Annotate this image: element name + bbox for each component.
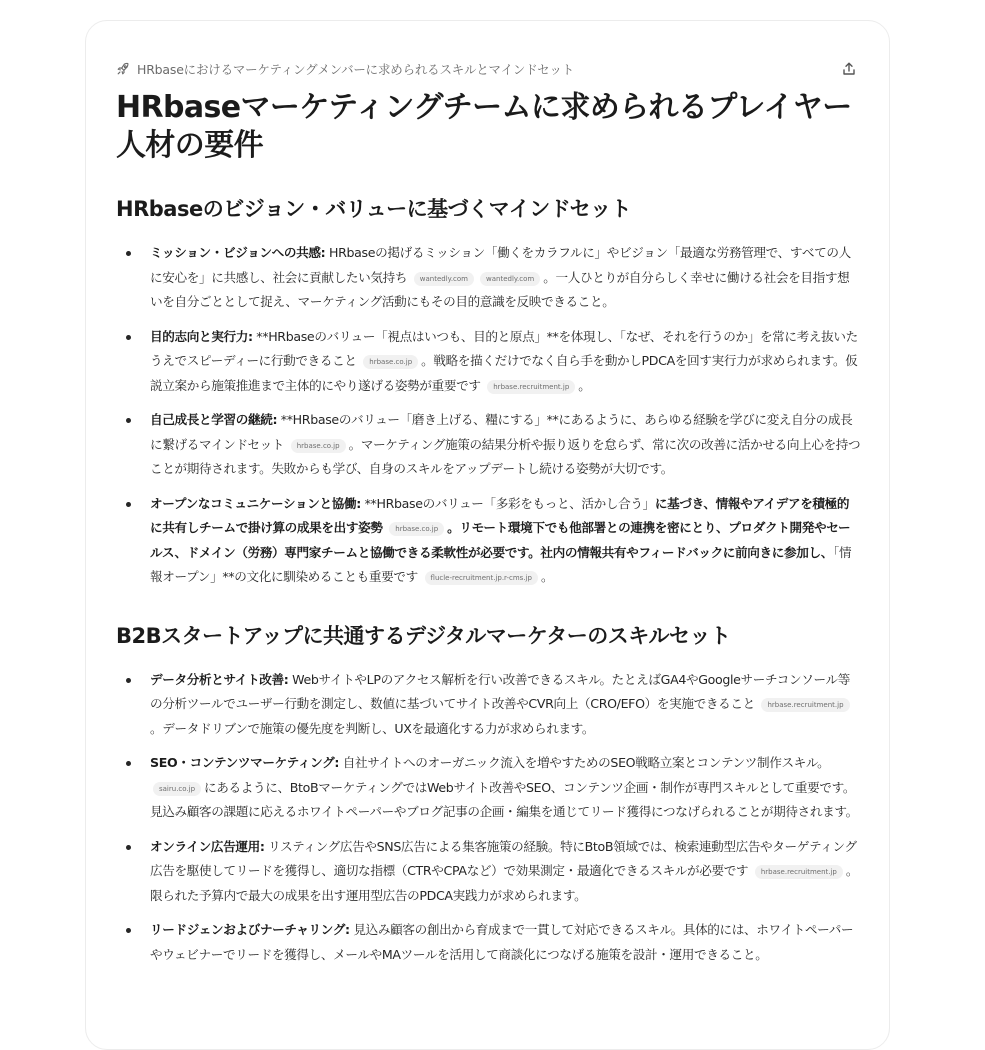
list-item: [116, 325, 861, 399]
item-label: リードジェンおよびナーチャリング:: [150, 922, 350, 937]
breadcrumb: [116, 60, 574, 78]
item-text-bold: に基づき、情報やアイデアを積極的に共有しチームで掛け算の成果を出す姿勢: [150, 495, 850, 535]
item-text: **HRbaseのバリュー「多彩をもっと、活かし合う」: [360, 495, 655, 511]
source-chip[interactable]: hrbase.co.jp: [389, 522, 444, 536]
source-chip[interactable]: hrbase.co.jp: [363, 355, 418, 369]
list-item: [116, 408, 861, 482]
source-chip[interactable]: flucle-recruitment.jp.r-cms.jp: [425, 571, 538, 585]
page-title: HRbaseマーケティングチームに求められるプレイヤー人材の要件: [116, 90, 852, 163]
list-item: [116, 668, 861, 742]
item-text: 見込み顧客の創出から育成まで一貫して対応できるスキル。具体的には、ホワイトペーパーやウェビナーでリードを獲得し、メールやMAツールを活用して商談化につなげる施策を設計・運用できること。: [150, 922, 854, 962]
section-title-mindset: HRbaseのビジョン・バリューに基づくマインドセット: [116, 197, 632, 221]
share-button[interactable]: [839, 59, 859, 79]
item-text: WebサイトやLPのアクセス解析を行い改善できるスキル。たとえばGA4やGoogleサーチコンソール等の分析ツールでユーザー行動を測定し、数値に基づいてサイト改善やCVR向上（CRO/EFO）を実施できること: [150, 671, 850, 711]
item-text: 。データドリブンで施策の優先度を判断し、UXを最適化する力が求められます。: [150, 720, 595, 736]
item-text: 。限られた予算内で最大の成果を出す運用型広告のPDCA実践力が求められます。: [150, 863, 859, 903]
list-item: [116, 751, 861, 825]
item-label: ミッション・ビジョンへの共感:: [150, 245, 326, 260]
answer-card: [85, 20, 890, 1050]
item-label: SEO・コンテンツマーケティング:: [150, 755, 340, 770]
source-chip[interactable]: hrbase.recruitment.jp: [487, 380, 575, 394]
item-text: 。一人ひとりが自分らしく幸せに働ける社会を目指す想いを自分ごととして捉え、マーケティング活動にもその目的意識を反映できること。: [150, 269, 850, 309]
list-item: [116, 241, 861, 315]
source-chip[interactable]: hrbase.recruitment.jp: [755, 865, 843, 879]
list-item: [116, 835, 861, 909]
source-chip[interactable]: wantedly.com: [480, 272, 540, 286]
source-chip[interactable]: hrbase.recruitment.jp: [761, 698, 849, 712]
list-item: [116, 918, 861, 967]
section-title-skillset: B2Bスタートアップに共通するデジタルマーケターのスキルセット: [116, 623, 731, 648]
item-text: 。戦略を描くだけでなく自ら手を動かしPDCAを回す実行力が求められます。仮説立案から施策推進まで主体的にやり遂げる姿勢が重要です: [150, 353, 858, 393]
source-chip[interactable]: hrbase.co.jp: [291, 439, 346, 453]
item-text: 自社サイトへのオーガニック流入を増やすためのSEO戦略立案とコンテンツ制作スキル。: [339, 755, 830, 770]
item-label: オープンなコミュニケーションと協働:: [150, 495, 361, 511]
rocket-icon: [116, 62, 130, 76]
item-text: **HRbaseのバリュー「磨き上げる、糧にする」**にあるように、あらゆる経験を学びに変え自分の成長に繋げるマインドセット: [150, 412, 853, 452]
item-text: 「情報オープン」**の文化に馴染めることも重要です: [150, 544, 852, 584]
item-text: 。: [578, 377, 591, 393]
item-text-bold: 。リモート環境下でも他部署との連携を密にとり、プロダクト開発やセールス、ドメイン（労務）専門家チームと協働できる柔軟性が必要です。社内の情報共有やフィードバックに前向きに参加し、: [150, 520, 851, 560]
item-label: 自己成長と学習の継続:: [150, 412, 278, 427]
item-label: オンライン広告運用:: [150, 838, 265, 854]
item-text: 。: [540, 569, 554, 584]
mindset-list: [116, 241, 861, 590]
item-label: データ分析とサイト改善:: [150, 671, 289, 687]
item-text: 。マーケティング施策の結果分析や振り返りを怠らず、常に次の改善に活かせる向上心を持つことが期待されます。失敗からも学び、自身のスキルをアップデートし続ける姿勢が大切です。: [150, 436, 861, 476]
item-text: **HRbaseのバリュー「視点はいつも、目的と原点」**を体現し、「なぜ、それを行うのか」を常に考え抜いたうえでスピーディーに行動できること: [150, 328, 858, 368]
breadcrumb-text: HRbaseにおけるマーケティングメンバーに求められるスキルとマインドセット: [137, 62, 575, 77]
card-header: [116, 59, 861, 79]
item-label: 目的志向と実行力:: [150, 328, 253, 344]
source-chip[interactable]: sairu.co.jp: [153, 782, 201, 796]
list-item: [116, 492, 861, 590]
skillset-list: [116, 668, 861, 968]
item-text: リスティング広告やSNS広告による集客施策の経験。特にBtoB領域では、検索連動型広告やターゲティング広告を駆使してリードを獲得し、適切な指標（CTRやCPAなど）で効果測定・最適化できるスキルが必要です: [150, 838, 857, 878]
item-text: HRbaseの掲げるミッション「働くをカラフルに」やビジョン「最適な労務管理で、すべての人に安心を」に共感し、社会に貢献したい気持ち: [150, 245, 851, 285]
source-chip[interactable]: wantedly.com: [414, 272, 474, 286]
share-icon: [841, 61, 857, 77]
item-text: にあるように、BtoBマーケティングではWebサイト改善やSEO、コンテンツ企画・制作が専門スキルとして重要です。見込み顧客の課題に応えるホワイトペーパーやブログ記事の企画・編集を通じてリード獲得につなげられることが期待されます。: [150, 779, 858, 819]
